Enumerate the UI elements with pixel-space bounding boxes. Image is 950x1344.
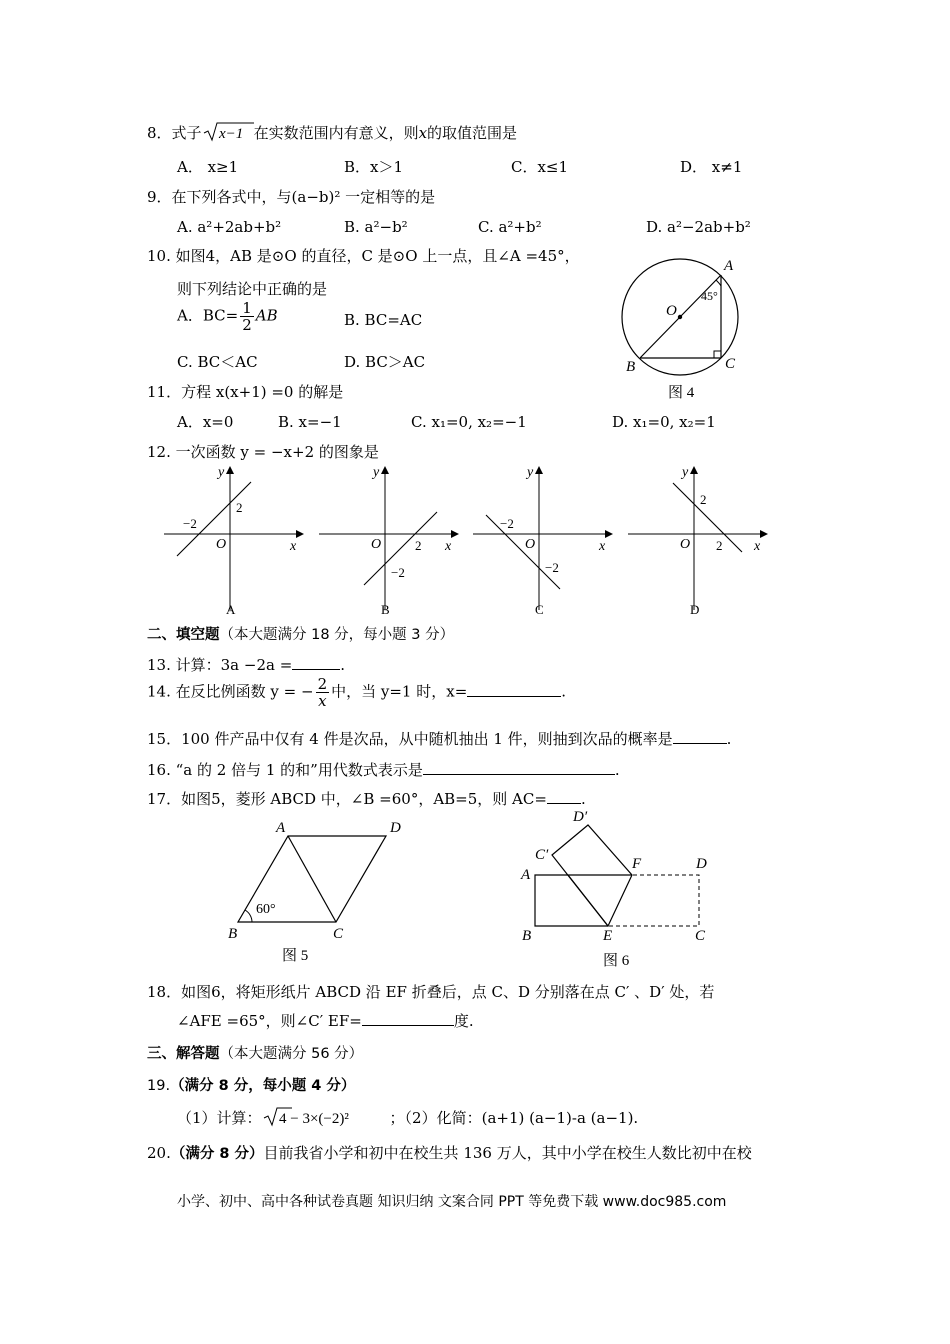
q12a-xlabel: x [290,539,297,554]
q12d-label: D [690,602,700,617]
q16-answer-blank[interactable] [423,759,615,775]
q17-answer-blank[interactable] [547,788,581,804]
q17: 17．如图5，菱形 ABCD 中，∠B =60°，AB=5，则 AC= . [147,790,586,808]
q15-answer-blank[interactable] [673,728,727,744]
q9-option-b: B. a²−b² [344,218,408,236]
q10-option-b: B. BC=AC [344,311,423,329]
q12-graph-a [160,462,310,622]
fig6-point-f: F [632,856,642,872]
q19-parts: （1）计算： 4 − 3×(−2)² ；（2）化简：(a+1) (a−1)-a (a−1). [177,1105,638,1129]
q14: 14. 在反比例函数 y = − $\frac{2}{x}$ 中，当 y=1 时，x= . [147,675,567,710]
q12a-tick-x: −2 [183,516,197,531]
q18-answer-blank[interactable] [362,1010,454,1026]
q12b-tick-x: 2 [415,538,422,553]
fig6-point-d1: D′ [573,809,588,825]
q9-option-d: D. a²−2ab+b² [646,218,751,236]
q11-stem: 11．方程 x(x+1) =0 的解是 [147,383,344,401]
q19-heading: 19.（满分 8 分，每小题 4 分） [147,1078,356,1094]
q10-option-a: A．BC= $\frac{1}{2}$ AB [177,299,278,334]
q16: 16. “a 的 2 倍与 1 的和”用代数式表示是 . [147,761,620,779]
q12d-ylabel: y [682,465,689,480]
q12-graph-c [469,462,619,622]
fig4-point-b: B [626,359,636,375]
q12d-tick-y: 2 [700,492,707,507]
q12a-ylabel: y [218,465,225,480]
q12c-ylabel: y [527,465,534,480]
q19-expr1: 4 − 3×(−2)² [278,1111,349,1127]
q10-option-c: C. BC＜AC [177,353,258,371]
fig4-angle-label: 45° [701,289,718,303]
q9-option-c: C. a²+b² [478,218,542,236]
q9-option-a: A. a²+2ab+b² [177,218,282,236]
q12b-tick-y: −2 [391,565,405,580]
q12a-label: A [226,602,236,617]
q15: 15．100 件产品中仅有 4 件是次品，从中随机抽出 1 件，则抽到次品的概率是 . [147,730,732,748]
page-footer: 小学、初中、高中各种试卷真题 知识归纳 文案合同 PPT 等免费下载 www.doc985.com [177,1194,727,1210]
q12-stem: 12. 一次函数 y = −x+2 的图象是 [147,443,379,461]
fig6-point-e: E [603,928,613,944]
section-3-heading: 三、解答题（本大题满分 56 分） [147,1046,364,1062]
q12b-label: B [381,602,390,617]
q13: 13. 计算：3a −2a = . [147,656,346,674]
q10-stem-line2: 则下列结论中正确的是 [177,280,328,298]
q8-option-b: B．x＞1 [344,158,404,176]
q14-answer-blank[interactable] [467,681,561,697]
fig5-angle-label: 60° [256,902,276,917]
fig4-point-a: A [724,258,734,274]
fig5-point-a: A [276,820,286,836]
q12b-origin: O [371,537,382,552]
q12c-origin: O [525,537,536,552]
q12-graph-d [624,462,774,622]
q8-stem: 8．式子 x−1 在实数范围内有意义，则x的取值范围是 [147,121,517,143]
fig6-point-c1: C′ [535,847,549,863]
fig6-caption: 图 6 [603,953,630,969]
q8-option-a: A． x≥1 [177,158,239,176]
q12b-xlabel: x [445,539,452,554]
fig6-point-a: A [521,867,531,883]
q8-radicand: x−1 [218,126,243,142]
fig5-point-b: B [228,926,238,942]
fig4-point-o: O [666,303,677,319]
q20: 20.（满分 8 分）目前我省小学和初中在校生共 136 万人，其中小学在校生人数比初中在校 [147,1144,752,1162]
q12-graph-b [315,462,465,622]
section-2-heading: 二、填空题（本大题满分 18 分，每小题 3 分） [147,627,455,643]
q12a-tick-y: 2 [236,500,243,515]
q18-line1: 18．如图6，将矩形纸片 ABCD 沿 EF 折叠后，点 C、D 分别落在点 C′ 、D′ 处，若 [147,983,715,1001]
q8-option-c: C．x≤1 [511,158,569,176]
q19-sqrt-expression [262,1105,390,1129]
fig6-point-d: D [696,856,707,872]
q12d-origin: O [680,537,691,552]
q12c-tick-y: −2 [545,560,559,575]
fig5-point-d: D [390,820,401,836]
fig5-caption: 图 5 [282,948,309,964]
q12a-origin: O [216,537,227,552]
q10-stem-line1: 10. 如图4，AB 是⊙O 的直径，C 是⊙O 上一点，且∠A =45°， [147,247,580,265]
fig4-caption: 图 4 [668,385,695,401]
fraction-one-half: $\frac{1}{2}$ [242,299,252,334]
fig5-point-c: C [333,926,344,942]
q12c-tick-x: −2 [500,516,514,531]
q12c-label: C [535,602,544,617]
q11-option-c: C. x₁=0, x₂=−1 [411,413,527,431]
fig4-point-c: C [725,356,736,372]
fraction-two-over-x: $\frac{2}{x}$ [317,675,328,710]
q12d-tick-x: 2 [716,538,723,553]
q18-line2: ∠AFE =65°，则∠C′ EF= 度. [177,1012,474,1030]
q11-option-b: B. x=−1 [278,413,342,431]
fig6-point-b: B [522,928,532,944]
figure-6-fold [515,803,715,973]
q11-option-a: A．x=0 [177,413,234,431]
q12c-xlabel: x [599,539,606,554]
figure-4-circle [610,250,770,402]
q10-option-d: D. BC＞AC [344,353,426,371]
q12b-ylabel: y [373,465,380,480]
sqrt-sign-icon [202,121,254,143]
q13-answer-blank[interactable] [292,654,340,670]
q8-option-d: D． x≠1 [680,158,743,176]
fig6-point-c: C [695,928,706,944]
figure-5-rhombus [222,812,422,968]
q12d-xlabel: x [754,539,761,554]
q9-stem: 9．在下列各式中，与(a−b)² 一定相等的是 [147,188,436,206]
q11-option-d: D. x₁=0, x₂=1 [612,413,716,431]
